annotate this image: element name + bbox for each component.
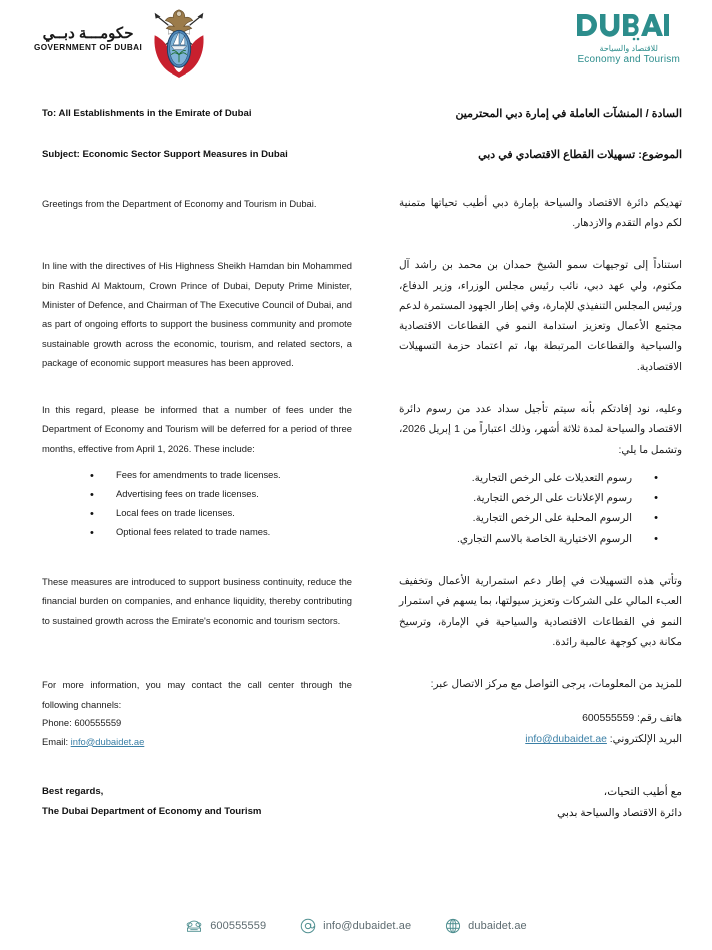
paragraph-3-ar: وعليه، نود إفادتكم بأنه سيتم تأجيل سداد عدد من رسوم دائرة الاقتصاد والسياحة لمدة ثلاثة أشهر، وذلك اعتباراً من 1 إبريل 2026، وتشمل ما يلي:	[399, 404, 683, 456]
government-of-dubai-english: GOVERNMENT OF DUBAI	[34, 43, 143, 53]
para-spacer-2	[42, 378, 682, 400]
fee-list-en	[42, 466, 352, 541]
signoff-line-1-ar: مع أطيب التحيات،	[603, 785, 682, 798]
footer-phone[interactable]	[185, 919, 266, 933]
signoff-line-2-ar: دائرة الاقتصاد والسياحة بدبي	[557, 806, 682, 819]
contact-email-label-en: Email:	[42, 735, 69, 747]
paragraph-1-en: Greetings from the Department of Economy and Tourism in Dubai.	[42, 197, 317, 209]
at-sign-icon	[300, 918, 316, 934]
signoff-spacer	[42, 752, 682, 782]
footer-email-text: info@dubaidet.ae	[323, 920, 412, 932]
contact-email-en	[42, 733, 352, 752]
paragraph-4-en: These measures are introduced to support business continuity, reduce the financial burden on companies, and enhance liquidity, thereby contributing to sustained growth across the Emirate's economic and tourism sectors.	[42, 576, 352, 626]
list-item: • Advertising fees on trade licenses.	[90, 485, 352, 504]
para-spacer-3	[42, 550, 682, 572]
contact-email-ar	[399, 730, 682, 751]
list-item: • Optional fees related to trade names.	[90, 523, 352, 542]
header-body-spacer	[42, 164, 682, 194]
subject-label-ar: الموضوع: تسهيلات القطاع الاقتصادي في دبي	[478, 149, 682, 162]
contact-email-link-en[interactable]: info@dubaidet.ae	[70, 735, 145, 747]
recipient-row	[42, 107, 682, 122]
list-item: • الرسوم المحلية على الرخص التجارية.	[399, 509, 658, 529]
document-footer	[0, 918, 712, 934]
government-of-dubai-arabic: حكومـــة دبــي	[42, 24, 134, 42]
paragraph-2-en: In line with the directives of His Highness Sheikh Hamdan bin Mohammed bin Rashid Al Maktoum, Crown Prince of Dubai, Deputy Prime Minister, Minister of Defence, and Chairman of The Executive Council of Dubai, and as part of ongoing efforts to support the business community and promote sustainable growth across the economic, tourism, and related sectors, a package of economic support measures has been approved.	[42, 260, 352, 369]
list-item: • الرسوم الاختيارية الخاصة بالاسم التجاري.	[399, 530, 658, 550]
paragraph-1-row	[42, 194, 682, 235]
government-of-dubai-wordmark	[34, 26, 142, 59]
telephone-icon	[185, 919, 203, 933]
paragraph-4-row	[42, 572, 682, 653]
footer-website-text: dubaidet.ae	[468, 920, 527, 932]
contact-email-link-ar[interactable]: info@dubaidet.ae	[525, 734, 607, 746]
signoff-row	[42, 782, 682, 824]
recipient-label-ar: السادة / المنشآت العاملة في إمارة دبي المحترمين	[455, 108, 682, 120]
dubai-economy-tourism-logo	[577, 12, 680, 65]
list-item: • Local fees on trade licenses.	[90, 504, 352, 523]
paragraph-4-ar: وتأتي هذه التسهيلات في إطار دعم استمرارية الأعمال وتخفيف العبء المالي على الشركات وتعزيز سيولتها، بما يسهم في استمرار النمو في القطاعات الاقتصادية والسياحية في الإمارة، وترسيخ مكانة دبي كوجهة عالمية رائدة.	[399, 576, 682, 648]
paragraph-3-en: In this regard, please be informed that a number of fees under the Department of Economy and Tourism will be deferred for a period of three months, effective from April 1, 2026. These include:	[42, 404, 352, 454]
dubai-wordmark-icon	[577, 12, 669, 42]
document-header	[0, 0, 712, 92]
globe-icon	[445, 918, 461, 934]
document-body	[0, 107, 712, 824]
dubai-government-emblem-icon	[146, 6, 212, 78]
contact-row	[42, 675, 682, 751]
fee-list-ar	[399, 469, 682, 550]
recipient-label-en: To: All Establishments in the Emirate of Dubai	[42, 108, 252, 119]
contact-phone-ar: هاتف رقم: 600555559	[582, 713, 682, 725]
paragraph-3-row	[42, 400, 682, 550]
contact-phone-en: Phone: 600555559	[42, 716, 122, 728]
paragraph-2-row	[42, 256, 682, 378]
subject-label-en: Subject: Economic Sector Support Measures in Dubai	[42, 149, 288, 161]
subject-row	[42, 148, 682, 163]
det-arabic-subtitle: للاقتصاد والسياحة	[599, 44, 658, 53]
paragraph-5-ar: للمزيد من المعلومات، يرجى التواصل مع مركز الاتصال عبر:	[430, 679, 682, 691]
signoff-line-1-en: Best regards,	[42, 785, 104, 797]
contact-spacer-ar	[399, 695, 682, 709]
det-english-subtitle: Economy and Tourism	[577, 54, 680, 65]
footer-email[interactable]	[300, 918, 411, 934]
list-item: • رسوم الإعلانات على الرخص التجارية.	[399, 489, 658, 509]
footer-website[interactable]	[445, 918, 527, 934]
subject-gap	[42, 122, 682, 148]
footer-phone-text: 600555559	[210, 920, 267, 932]
paragraph-1-ar: تهديكم دائرة الاقتصاد والسياحة بإمارة دبي أطيب تحياتها متمنية لكم دوام التقدم والازدهار.	[399, 197, 682, 230]
para-spacer-4	[42, 653, 682, 675]
list-item: • رسوم التعديلات على الرخص التجارية.	[399, 469, 658, 489]
para-spacer-1	[42, 234, 682, 256]
contact-email-label-ar: البريد الإلكتروني:	[609, 734, 682, 746]
list-item: • Fees for amendments to trade licenses.	[90, 466, 352, 485]
signoff-line-2-en: The Dubai Department of Economy and Tourism	[42, 805, 262, 817]
government-of-dubai-logo	[34, 6, 212, 78]
paragraph-2-ar: استناداً إلى توجيهات سمو الشيخ حمدان بن محمد بن راشد آل مكتوم، ولي عهد دبي، نائب رئيس مجلس الوزراء، وزير الدفاع، ورئيس المجلس التنفيذي للإمارة، وفي إطار الجهود المستمرة لدعم مجتمع الأعمال وتعزيز استدامة النمو في القطاعات الاقتصادية والسياحية والقطاعات المرتبطة بها، تم اعتماد حزمة التسهيلات الاقتصادية.	[399, 260, 682, 373]
paragraph-5-en: For more information, you may contact the call center through the following channels:	[42, 679, 352, 710]
